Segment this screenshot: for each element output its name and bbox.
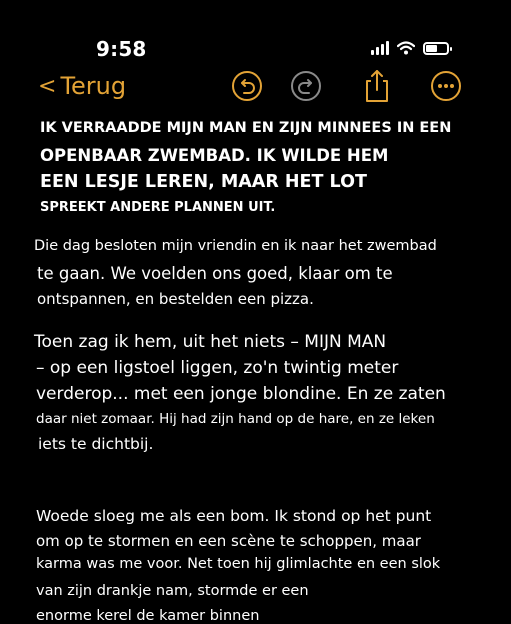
paragraph-line: van zijn drankje nam, stormde er een <box>36 583 309 599</box>
status-icons <box>371 41 449 55</box>
redo-icon[interactable] <box>290 70 322 102</box>
paragraph-line: ontspannen, en bestelden een pizza. <box>37 290 314 308</box>
note-title-line: SPREEKT ANDERE PLANNEN UIT. <box>40 200 276 215</box>
paragraph-line: – op een ligstoel liggen, zo'n twintig meter <box>36 358 399 378</box>
paragraph-line: Toen zag ik hem, uit het niets – MIJN MAN <box>34 332 387 352</box>
back-button[interactable] <box>38 72 126 100</box>
status-bar <box>0 0 511 70</box>
back-chevron-icon: < <box>38 73 57 99</box>
paragraph-line: verderop... met een jonge blondine. En ze zaten <box>36 384 446 404</box>
battery-icon <box>423 42 449 55</box>
paragraph-line: daar niet zomaar. Hij had zijn hand op de hare, en ze leken <box>36 411 435 427</box>
wifi-icon <box>397 41 415 55</box>
note-title-line: EEN LESJE LEREN, MAAR HET LOT <box>40 172 367 192</box>
note-title-line: OPENBAAR ZWEMBAD. IK WILDE HEM <box>40 146 389 165</box>
status-time: 9:58 <box>96 37 147 61</box>
paragraph-line: Woede sloeg me als een bom. Ik stond op het punt <box>36 507 432 525</box>
cellular-signal-icon <box>371 41 389 55</box>
more-icon[interactable] <box>430 70 462 102</box>
paragraph-line: iets te dichtbij. <box>38 435 154 453</box>
back-label: Terug <box>60 72 127 100</box>
paragraph-line: karma was me voor. Net toen hij glimlachte en een slok <box>36 556 441 572</box>
paragraph-line: enorme kerel de kamer binnen <box>36 608 260 624</box>
paragraph-line: om op te stormen en een scène te schoppen, maar <box>36 532 421 550</box>
undo-icon[interactable] <box>231 70 263 102</box>
note-toolbar <box>0 70 511 110</box>
paragraph-line: te gaan. We voelden ons goed, klaar om te <box>37 264 393 283</box>
share-icon[interactable] <box>361 68 393 104</box>
note-title-line: IK VERRAADDE MIJN MAN EN ZIJN MINNEES IN EEN <box>40 120 452 136</box>
paragraph-line: Die dag besloten mijn vriendin en ik naar het zwembad <box>34 238 437 254</box>
